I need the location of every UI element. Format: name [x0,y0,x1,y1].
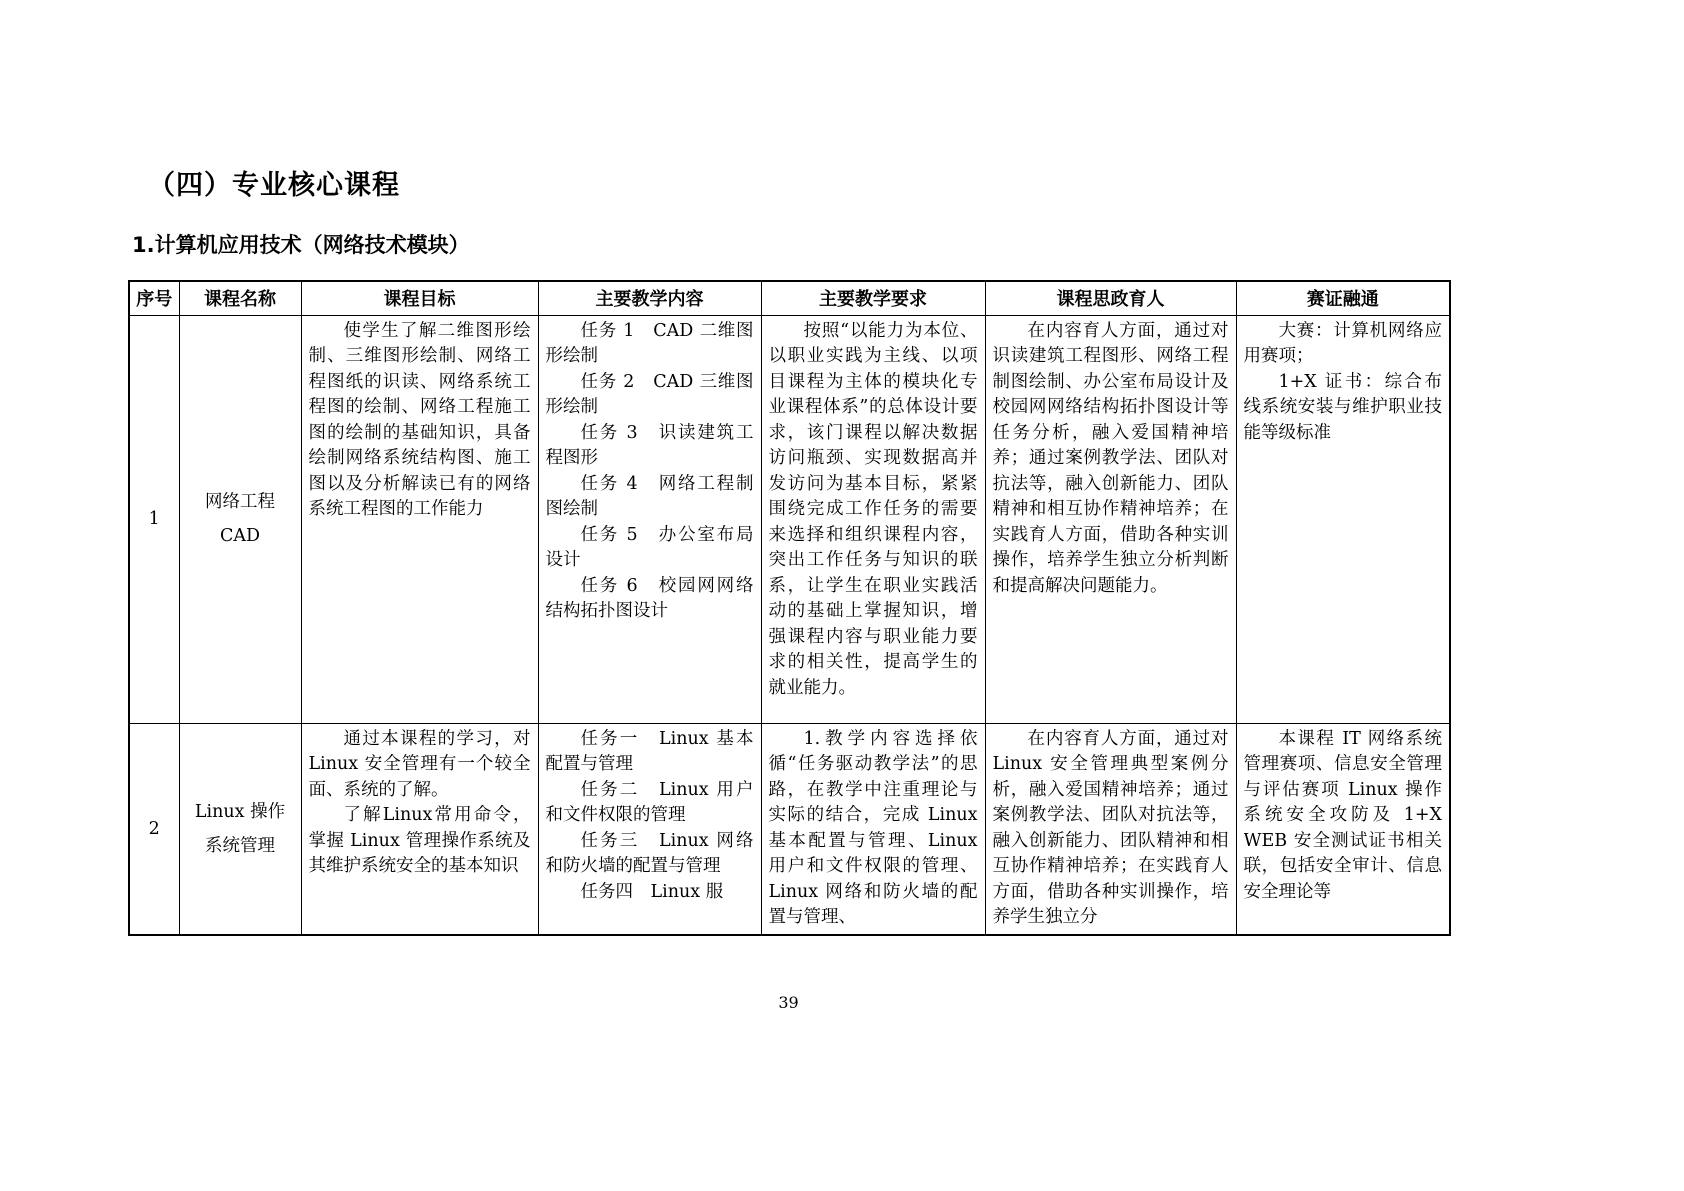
cell-teaching-content [538,315,761,723]
paragraph: 任务三 Linux 网络和防火墙的配置与管理 [545,830,754,876]
table-body [129,315,1450,935]
cell-competition-certification-content [1244,319,1443,447]
cell-teaching-requirements [761,723,985,935]
core-courses-table [128,280,1451,936]
cell-course-objectives-content [309,319,531,523]
section-title: （四）专业核心课程 [148,170,400,201]
cell-ideology-education [985,315,1236,723]
paragraph: 本课程 IT 网络系统管理赛项、信息安全管理与评估赛项 Linux 操作系统安全攻防及 1+X WEB 安全测试证书相关联，包括安全审计、信息安全理论等 [1243,728,1442,902]
paragraph: 任务 4 网络工程制图绘制 [545,473,754,519]
cell-seq-line: 1 [148,509,160,529]
cell-seq-line: 2 [148,818,160,839]
cell-teaching-requirements-content [769,319,978,702]
subsection-title: 1.计算机应用技术（网络技术模块） [132,233,470,257]
paragraph: 按照“以能力为本位、以职业实践为主线、以项目课程为主体的模块化专业课程体系”的总体设计要求，该门课程以解决数据访问瓶颈、实现数据高并发访问为基本目标，紧紧围绕完成工作任务的需要来选择和组织课程内容，突出工作任务与知识的联系，让学生在职业实践活动的基础上掌握知识，增强课程内容与职业能力要求的相关性，提高学生的就业能力。 [768,320,978,698]
header-course-name: 课程名称 [179,281,301,315]
cell-course-name-line: CAD [219,526,261,546]
cell-seq [129,723,179,935]
cell-teaching-content-content [546,319,754,625]
paragraph: 大赛：计算机网络应用赛项； [1243,320,1442,366]
page-number: 39 [778,993,799,1012]
paragraph: 在内容育人方面，通过对识读建筑工程图形、网络工程制图绘制、办公室布局设计及校园网网络结构拓扑图设计等任务分析，融入爱国精神培养；通过案例教学法、团队对抗法等，融入创新能力、团队精神和相互协作精神培养；在实践育人方面，借助各种实训操作，培养学生独立分析判断和提高解决问题能力。 [992,320,1229,596]
cell-teaching-requirements-content [769,727,978,931]
cell-course-objectives-content [309,727,531,880]
paragraph: 了解Linux常用命令，掌握 Linux 管理操作系统及其维护系统安全的基本知识 [308,805,531,876]
cell-ideology-education [985,723,1236,935]
course-row-2 [129,723,1450,935]
paragraph: 1.教学内容选择依循“任务驱动教学法”的思路，在教学中注重理论与实际的结合，完成 Linux 基本配置与管理、Linux 用户和文件权限的管理、Linux 网络和防火墙的配置与管理、 [768,728,978,927]
cell-teaching-requirements [761,315,985,723]
paragraph: 任务二 Linux 用户和文件权限的管理 [545,779,754,825]
paragraph: 任务 5 办公室布局设计 [545,524,754,570]
cell-ideology-education-content [993,319,1229,600]
header-competition-certification: 赛证融通 [1236,281,1450,315]
paragraph: 任务 6 校园网网络结构拓扑图设计 [545,575,754,621]
cell-seq [129,315,179,723]
table-header-row [129,281,1450,315]
cell-competition-certification [1236,723,1450,935]
cell-course-name [179,723,301,935]
paragraph: 使学生了解二维图形绘制、三维图形绘制、网络工程图纸的识读、网络系统工程图的绘制、网络工程施工图的绘制的基础知识，具备绘制网络系统结构图、施工图以及分析解读已有的网络系统工程图的工作能力 [308,320,531,519]
cell-teaching-content-content [546,727,754,906]
paragraph: 任务 3 识读建筑工程图形 [545,422,754,468]
paragraph: 通过本课程的学习，对 Linux 安全管理有一个较全面、系统的了解。 [308,728,531,800]
paragraph: 任务 2 CAD 三维图形绘制 [545,371,754,417]
header-seq: 序号 [129,281,179,315]
cell-course-name-line: 网络工程 [205,492,275,512]
paragraph: 在内容育人方面，通过对 Linux 安全管理典型案例分析，融入爱国精神培养；通过案例教学法、团队对抗法等，融入创新能力、团队精神和相互协作精神培养；在实践育人方面，借助各种实训操作，培养学生独立分 [992,728,1229,927]
cell-ideology-education-content [993,727,1229,931]
cell-course-name [179,315,301,723]
paragraph: 任务一 Linux 基本配置与管理 [545,728,754,774]
course-row-1 [129,315,1450,723]
header-teaching-requirements: 主要教学要求 [761,281,985,315]
header-course-objectives: 课程目标 [301,281,538,315]
cell-teaching-content [538,723,761,935]
header-teaching-content: 主要教学内容 [538,281,761,315]
cell-course-name-line: 系统管理 [205,835,275,856]
header-ideology-education: 课程思政育人 [985,281,1236,315]
cell-course-objectives [301,723,538,935]
cell-competition-certification-content [1244,727,1443,906]
cell-course-name-line: Linux 操作 [194,801,286,822]
cell-competition-certification [1236,315,1450,723]
paragraph: 1+X 证书：综合布线系统安装与维护职业技能等级标准 [1243,371,1442,443]
paragraph: 任务 1 CAD 二维图形绘制 [545,320,754,366]
paragraph: 任务四 Linux 服 [580,881,724,902]
cell-course-objectives [301,315,538,723]
